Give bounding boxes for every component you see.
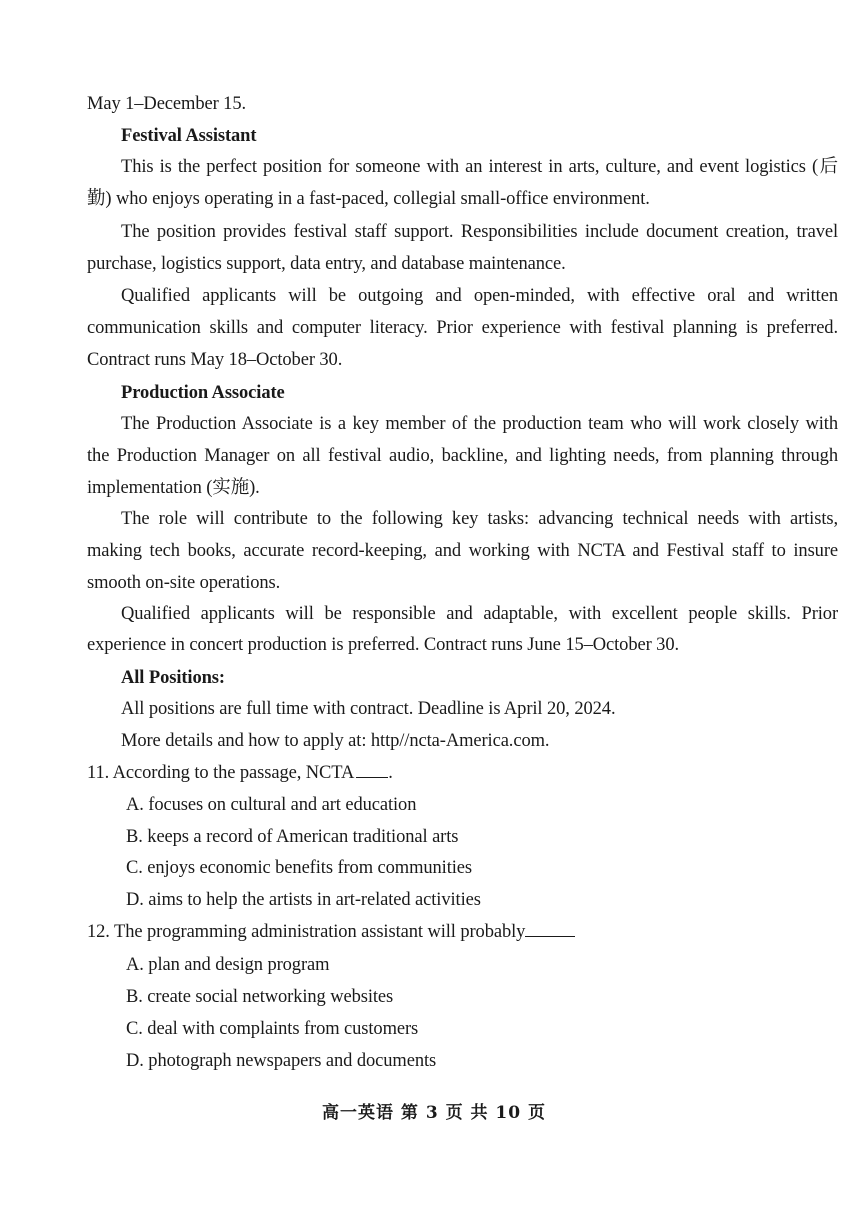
- passage-line: The position provides festival staff support. Responsibilities include document creation, travel: [121, 222, 838, 242]
- question-12-option-c: C. deal with complaints from customers: [126, 1019, 419, 1039]
- passage-line: purchase, logistics support, data entry, and database maintenance.: [87, 254, 566, 274]
- passage-line: Qualified applicants will be outgoing and open-minded, with effective oral and written: [121, 286, 838, 306]
- question-11-option-a: A. focuses on cultural and art education: [126, 795, 417, 815]
- passage-line: All positions are full time with contract. Deadline is April 20, 2024.: [121, 699, 616, 719]
- section-heading-production-associate: Production Associate: [121, 383, 285, 403]
- question-12-option-a: A. plan and design program: [126, 955, 330, 975]
- passage-line: The role will contribute to the following key tasks: advancing technical needs with artists,: [121, 509, 838, 529]
- question-12-stem: [87, 920, 838, 944]
- question-11-option-c: C. enjoys economic benefits from communities: [126, 858, 472, 878]
- question-11-stem: [87, 761, 838, 785]
- answer-blank: [356, 762, 388, 778]
- passage-line: This is the perfect position for someone with an interest in arts, culture, and event logistics (后: [121, 157, 838, 177]
- passage-line: communication skills and computer literacy. Prior experience with festival planning is preferred.: [87, 318, 838, 338]
- passage-line: Contract runs May 18–October 30.: [87, 350, 343, 370]
- question-11-option-d: D. aims to help the artists in art-related activities: [126, 890, 481, 910]
- section-heading-all-positions: All Positions:: [121, 668, 225, 688]
- passage-line: May 1–December 15.: [87, 94, 246, 114]
- passage-line: experience in concert production is preferred. Contract runs June 15–October 30.: [87, 635, 680, 655]
- answer-blank: [525, 921, 575, 937]
- section-heading-festival-assistant: Festival Assistant: [121, 126, 257, 146]
- passage-line: 勤) who enjoys operating in a fast-paced, collegial small-office environment.: [87, 189, 650, 209]
- passage-line: implementation (实施).: [87, 478, 260, 498]
- passage-line: making tech books, accurate record-keeping, and working with NCTA and Festival staff to insure: [87, 541, 838, 561]
- page-footer: 高一英语 第 3 页 共 10 页: [322, 1103, 546, 1123]
- question-stem-end: .: [388, 763, 393, 783]
- passage-line: the Production Manager on all festival audio, backline, and lighting needs, from planning through: [87, 446, 838, 466]
- question-11-option-b: B. keeps a record of American traditional arts: [126, 827, 459, 847]
- question-stem-text: 11. According to the passage, NCTA: [87, 763, 355, 783]
- question-12-option-d: D. photograph newspapers and documents: [126, 1051, 437, 1071]
- passage-line: Qualified applicants will be responsible and adaptable, with excellent people skills. Prior: [121, 604, 838, 624]
- passage-line: More details and how to apply at: http//ncta-America.com.: [121, 731, 550, 751]
- question-stem-text: 12. The programming administration assistant will probably: [87, 922, 526, 942]
- passage-line: The Production Associate is a key member of the production team who will work closely with: [121, 414, 838, 434]
- question-12-option-b: B. create social networking websites: [126, 987, 394, 1007]
- passage-line: smooth on-site operations.: [87, 573, 281, 593]
